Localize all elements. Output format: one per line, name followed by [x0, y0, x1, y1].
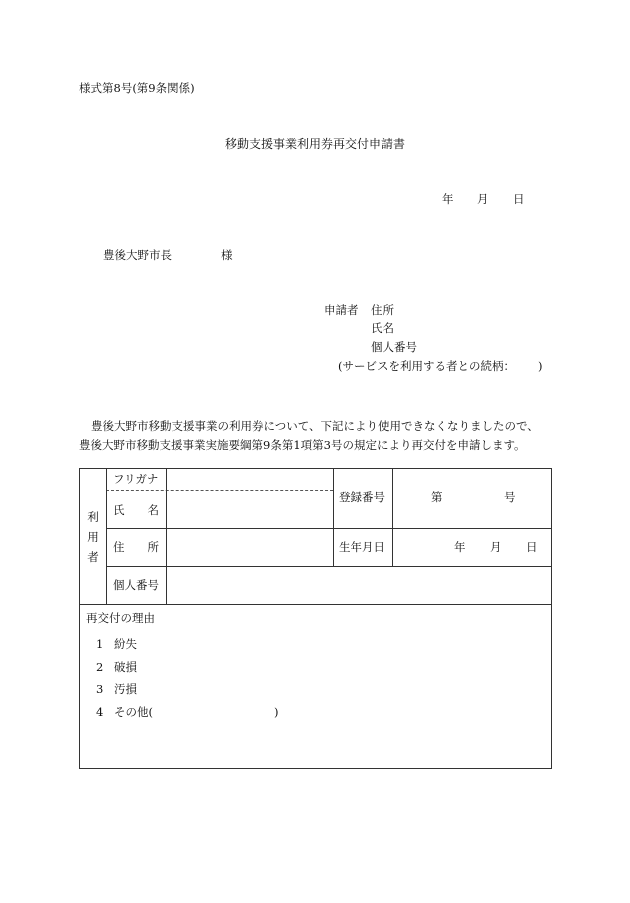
applicant-name-label: 氏名	[371, 321, 394, 335]
addressee-honorific: 様	[221, 248, 233, 262]
relation-line	[338, 359, 543, 373]
registration-label: 登録番号	[339, 490, 385, 504]
applicant-address-label: 住所	[371, 303, 394, 317]
addressee	[103, 248, 233, 262]
row-line-1	[106, 528, 552, 529]
col-line-right	[392, 469, 393, 566]
birthdate-day: 日	[526, 540, 538, 554]
furigana-label: フリガナ	[113, 472, 159, 486]
body-text	[79, 417, 559, 455]
row-line-3	[80, 604, 552, 605]
reason-text: 紛失	[114, 637, 137, 651]
reason-text: 破損	[114, 659, 137, 674]
user-label-char-3: 者	[87, 550, 99, 564]
reason-title: 再交付の理由	[86, 611, 155, 625]
user-label-char-2: 用	[87, 530, 99, 544]
user-label-char-1: 利	[87, 510, 99, 524]
form-number: 様式第8号(第9条関係)	[79, 81, 195, 95]
reason-text: 汚損	[114, 682, 137, 696]
body-line-2: 豊後大野市移動支援事業実施要綱第9条第1項第3号の規定により再交付を申請します。	[79, 438, 526, 452]
address-label: 住 所	[113, 540, 159, 554]
birthdate-year: 年	[454, 540, 466, 554]
birthdate-month: 月	[490, 540, 502, 554]
personal-number-label: 個人番号	[113, 578, 159, 592]
reason-number: 2	[96, 659, 104, 674]
furigana-divider	[106, 490, 333, 491]
reason-other-close: )	[274, 704, 279, 719]
relation-close: )	[538, 359, 543, 373]
name-label: 氏 名	[113, 503, 159, 517]
row-line-2	[106, 566, 552, 567]
relation-label: (サービスを利用する者との続柄：	[338, 359, 515, 373]
birthdate-label: 生年月日	[339, 540, 385, 554]
application-table	[79, 468, 552, 769]
registration-prefix: 第	[431, 490, 443, 504]
col-line-label	[166, 469, 167, 604]
user-label	[80, 507, 106, 567]
addressee-name: 豊後大野市長	[103, 248, 172, 262]
col-line-mid	[333, 469, 334, 566]
body-line-1: 豊後大野市移動支援事業の利用券について、下記により使用できなくなりましたので、	[91, 419, 539, 433]
col-line-user	[106, 469, 107, 604]
applicant-label: 申請者	[324, 303, 359, 317]
document-title: 移動支援事業利用券再交付申請書	[224, 137, 405, 151]
reason-number: 3	[96, 682, 104, 696]
registration-suffix: 号	[504, 490, 516, 504]
reason-text: その他(	[114, 704, 153, 719]
reason-number: 4	[96, 704, 104, 719]
date-year: 年	[442, 192, 454, 206]
date-month: 月	[477, 192, 489, 206]
applicant-personal-number-label: 個人番号	[371, 340, 417, 354]
reason-number: 1	[96, 637, 104, 651]
date-day: 日	[513, 192, 525, 206]
